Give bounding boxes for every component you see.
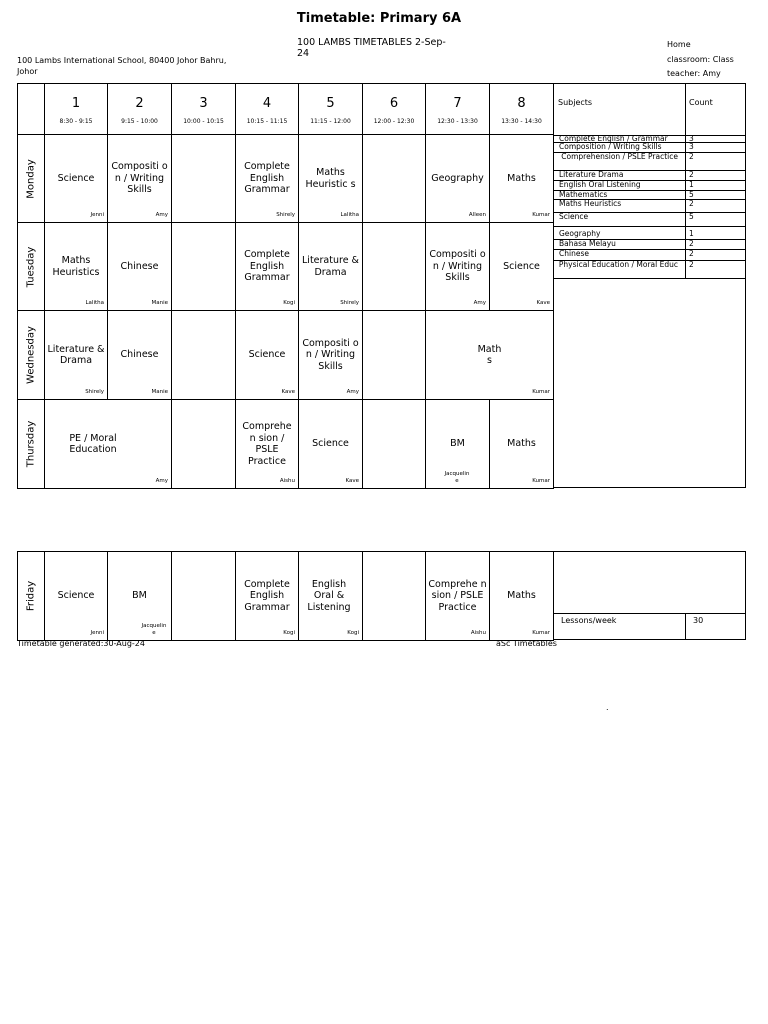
home-classroom-info [667,38,757,82]
empty-cell [172,400,236,489]
summary-row [554,213,746,227]
summary-count: 2 [689,171,694,179]
home-line: classroom: Class [667,54,734,64]
column-divider [685,143,686,152]
subjects-header: Subjects [558,98,593,107]
empty-cell [363,400,426,489]
home-line: Home [667,40,691,49]
lesson-subject: Science [57,590,95,602]
lesson-teacher: Aishu [470,630,486,636]
asc-credit: aSc Timetables [496,639,557,648]
lesson-teacher: Amy [155,212,168,218]
lesson-teacher: Amy [473,300,486,306]
column-divider [685,240,686,249]
summary-count: 2 [689,240,694,248]
empty-cell [363,223,426,311]
lesson-subject: Maths [507,172,536,184]
lessons-per-week-box [553,551,746,640]
summary-subject: Bahasa Melayu [559,240,616,248]
summary-count: 2 [689,200,694,208]
lesson-subject: Maths [507,438,536,450]
day-label: Wednesday [25,326,37,384]
lesson-subject: BM [450,438,465,450]
period-header-row [18,84,554,135]
empty-cell [172,223,236,311]
corner-cell [18,84,45,135]
period-header [363,84,426,135]
lesson-teacher: Amy [155,478,168,484]
lesson-teacher: Jenni [90,630,104,636]
period-header [172,84,236,135]
period-number: 5 [326,96,335,111]
lesson-teacher: Aishu [279,478,295,484]
lesson-teacher: Shirely [340,300,359,306]
day-label-cell [18,135,45,223]
lesson-teacher: Kumar [532,478,550,484]
period-number: 3 [199,96,208,111]
lesson-teacher: Kave [281,389,295,395]
lesson-subject: Maths [507,590,536,602]
day-row-thursday [18,400,554,489]
lesson-cell [426,223,490,311]
lesson-subject: Science [57,172,95,184]
column-divider [685,213,686,226]
empty-cell [363,552,426,641]
lesson-teacher: Manie [151,300,168,306]
lesson-cell [426,552,490,641]
summary-row [554,227,746,240]
summary-subject: Maths Heuristics [559,200,622,208]
summary-row [554,171,746,181]
day-row-tuesday [18,223,554,311]
lesson-teacher: Kogi [283,630,295,636]
summary-count: 2 [689,153,694,161]
day-label-cell [18,400,45,489]
day-label: Tuesday [25,246,37,287]
home-line: teacher: Amy [667,69,721,78]
lesson-teacher: Alleen [468,212,486,218]
lesson-subject: Science [312,438,349,450]
timetable-friday [17,551,554,641]
day-row-friday [18,552,554,641]
lesson-cell [236,400,299,489]
lesson-teacher: Kumar [532,212,550,218]
period-time: 13:30 - 14:30 [501,118,542,125]
day-label-cell [18,223,45,311]
summary-row [554,143,746,153]
lesson-cell [45,552,108,641]
column-divider [685,84,686,135]
empty-cell [363,311,426,400]
lesson-teacher: Kumar [532,630,550,636]
lesson-cell [299,311,363,400]
lesson-subject: Science [503,260,540,272]
lesson-teacher: Lalitha [340,212,359,218]
period-header [490,84,554,135]
period-time: 11:15 - 12:00 [310,118,351,125]
lesson-teacher: Kogi [283,300,295,306]
period-time: 12:00 - 12:30 [373,118,415,125]
period-number: 6 [389,96,399,111]
lesson-teacher: Shirely [85,389,104,395]
lesson-subject: Literature & Drama [302,255,359,278]
day-label: Friday [25,580,37,612]
column-divider [685,250,686,260]
lesson-teacher: Shirely [276,212,295,218]
column-divider [685,171,686,180]
lesson-subject: BM [132,590,147,602]
lesson-cell [490,135,554,223]
column-divider [685,227,686,239]
lesson-teacher: Manie [151,389,168,395]
period-number: 4 [262,96,272,111]
lesson-subject: Compositi o n / Writing Skills [302,337,359,372]
lessons-per-week-label: Lessons/week [561,616,617,625]
page-title: Timetable: Primary 6A [296,11,462,26]
period-time: 10:15 - 11:15 [246,118,288,125]
divider [554,613,745,614]
lesson-subject: PE / Moral Education [69,432,117,455]
summary-subject: Chinese [559,250,589,258]
column-divider [685,191,686,199]
period-header [108,84,172,135]
lesson-cell [108,311,172,400]
day-label: Monday [25,158,37,199]
lesson-subject: Science [248,349,286,361]
period-time: 10:00 - 10:15 [183,118,224,125]
summary-count: 5 [689,213,694,221]
school-address: 100 Lambs International School, 80400 Johor Bahru, Johor [17,56,227,76]
summary-count: 3 [689,135,694,143]
lesson-teacher: Lalitha [85,300,104,306]
lesson-subject: Complete English Grammar [244,161,290,196]
summary-subject: Composition / Writing Skills [559,143,662,151]
column-divider [685,613,686,639]
period-header [236,84,299,135]
summary-count: 5 [689,191,694,199]
lesson-cell [108,135,172,223]
lesson-cell [236,223,299,311]
summary-row [554,261,746,279]
lesson-cell [45,135,108,223]
lesson-cell [108,223,172,311]
lesson-subject: Complete English Grammar [244,578,290,613]
lesson-cell [426,135,490,223]
column-divider [685,200,686,212]
summary-count: 3 [689,143,694,151]
period-time: 8:30 - 9:15 [59,118,93,125]
lesson-subject: Compositi o n / Writing Skills [111,161,168,196]
empty-cell [363,135,426,223]
lesson-subject: Complete English Grammar [244,249,290,284]
empty-cell [172,311,236,400]
period-number: 1 [71,96,81,111]
day-row-wednesday [18,311,554,400]
lesson-teacher: Kave [345,478,359,484]
summary-subject: Mathematics [559,191,608,199]
empty-cell [172,552,236,641]
lesson-cell [108,552,172,641]
lesson-cell [490,400,554,489]
column-divider [685,135,686,142]
summary-row [554,181,746,191]
lesson-teacher: Kogi [347,630,359,636]
summary-count: 2 [689,261,694,269]
lesson-cell [45,400,172,489]
lesson-cell [426,311,554,400]
lesson-cell [45,223,108,311]
column-divider [685,181,686,190]
period-number: 8 [517,96,526,111]
lesson-subject: Geography [431,172,484,184]
lesson-subject: Maths Heuristics [52,255,100,278]
lesson-subject: Comprehe n sion / PSLE Practice [428,578,487,613]
summary-count: 1 [689,181,694,189]
timetable-subtitle: 100 LAMBS TIMETABLES 2-Sep-24 [297,37,446,59]
summary-count: 1 [689,229,694,238]
lesson-cell [299,135,363,223]
lesson-subject: Literature & Drama [47,343,105,366]
summary-subject: English Oral Listening [559,181,641,189]
lesson-subject: Chinese [120,349,159,361]
day-label-cell [18,311,45,400]
column-divider [685,153,686,170]
summary-row [554,135,746,143]
lesson-teacher: Jacquelin e [444,471,470,484]
lesson-teacher: Kave [536,300,550,306]
summary-row [554,200,746,213]
timetable-main [17,83,554,489]
column-divider [685,261,686,278]
period-number: 2 [135,96,144,111]
summary-header [554,84,745,136]
lesson-teacher: Jacquelin e [141,623,167,636]
lesson-cell [299,552,363,641]
summary-subject: Complete English / Grammar [559,135,668,143]
summary-subject: Literature Drama [559,171,624,179]
period-header [45,84,108,135]
period-time: 12:30 - 13:30 [437,118,478,125]
lesson-cell [490,223,554,311]
summary-row [554,191,746,200]
summary-subject: Geography [559,229,601,238]
lesson-teacher: Kumar [532,389,550,395]
period-header [299,84,363,135]
lesson-subject: English Oral & Listening [307,578,351,613]
day-row-monday [18,135,554,223]
lesson-teacher: Jenni [90,212,104,218]
subject-summary [553,83,746,488]
lesson-subject: Chinese [120,260,159,272]
period-number: 7 [453,96,462,111]
lesson-cell [299,223,363,311]
summary-row [554,240,746,250]
period-time: 9:15 - 10:00 [121,118,158,125]
count-header: Count [689,98,713,107]
summary-subject: Comprehension / PSLE Practice [561,153,678,161]
lesson-subject: Comprehe n sion / PSLE Practice [242,421,292,467]
day-label-cell [18,552,45,641]
lesson-cell [426,400,490,489]
summary-count: 2 [689,250,694,258]
lesson-subject: Math s [477,343,502,366]
lesson-teacher: Amy [346,389,359,395]
summary-subject: Science [559,213,589,221]
summary-subject: Physical Education / Moral Educ [558,261,678,269]
lesson-cell [236,311,299,400]
lesson-cell [490,552,554,641]
lesson-subject: Compositi o n / Writing Skills [429,249,486,284]
stray-mark: . [606,703,609,712]
lesson-subject: Maths Heuristic s [305,167,356,190]
generated-date: Timetable generated:30-Aug-24 [17,639,145,648]
empty-cell [172,135,236,223]
lesson-cell [299,400,363,489]
lesson-cell [236,135,299,223]
period-header [426,84,490,135]
lessons-per-week-value: 30 [693,616,704,625]
summary-row [554,153,746,171]
lesson-cell [45,311,108,400]
lesson-cell [236,552,299,641]
day-label: Thursday [25,420,37,468]
summary-row [554,250,746,261]
